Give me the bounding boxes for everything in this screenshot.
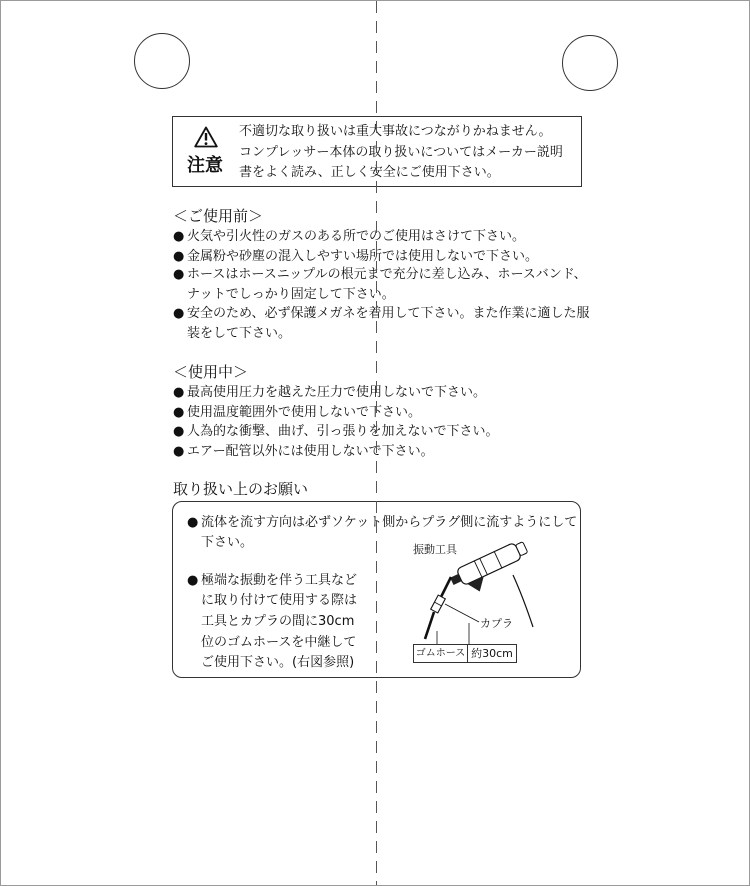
hose-length-table-cell: 約30cm bbox=[471, 647, 513, 660]
list-item-text: 金属粉や砂塵の混入しやすい場所では使用しないで下さい。 bbox=[187, 249, 539, 264]
coupler-leader-line bbox=[445, 604, 479, 622]
during-use-heading: ＜使用中＞ bbox=[173, 363, 249, 381]
tool-body bbox=[448, 539, 534, 600]
list-item-text: 安全のため、必ず保護メガネを着用して下さい。また作業に適した服 bbox=[187, 306, 590, 321]
bullet-icon: ● bbox=[187, 573, 199, 588]
bullet-icon: ● bbox=[173, 385, 185, 400]
list-item bbox=[173, 267, 587, 283]
hose-upper bbox=[441, 577, 451, 597]
bullet-icon: ● bbox=[173, 249, 185, 264]
hang-hole-right bbox=[562, 35, 618, 91]
list-item bbox=[173, 306, 589, 322]
list-item-text: 流体を流す方向は必ずソケット側からプラグ側に流すようにして bbox=[201, 515, 578, 530]
warning-triangle-icon bbox=[194, 126, 218, 148]
list-item-continuation: ご使用下さい。(右図参照) bbox=[201, 655, 355, 670]
list-item-text: 最高使用圧力を越えた圧力で使用しないで下さい。 bbox=[187, 385, 487, 400]
bullet-icon: ● bbox=[173, 444, 185, 459]
bullet-icon: ● bbox=[173, 229, 185, 244]
coupler-label: カプラ bbox=[480, 617, 513, 630]
bullet-icon: ● bbox=[173, 424, 185, 439]
bullet-icon: ● bbox=[173, 267, 185, 282]
handling-heading: 取り扱い上のお願い bbox=[173, 480, 309, 498]
before-use-heading: ＜ご使用前＞ bbox=[173, 207, 264, 225]
list-item bbox=[173, 424, 498, 440]
bullet-icon: ● bbox=[173, 405, 185, 420]
list-item bbox=[187, 573, 357, 589]
hose-lower bbox=[425, 612, 434, 639]
list-item-continuation: ナットでしっかり固定して下さい。 bbox=[187, 287, 395, 302]
vibration-tool-illustration bbox=[401, 531, 551, 644]
list-item-text: エアー配管以外には使用しないで下さい。 bbox=[187, 444, 434, 459]
list-item-text: 火気や引火性のガスのある所でのご使用はさけて下さい。 bbox=[187, 229, 526, 244]
list-item-text: 使用温度範囲外で使用しないで下さい。 bbox=[187, 405, 422, 420]
coupler bbox=[431, 595, 446, 613]
warning-line: 書をよく読み、正しく安全にご使用下さい。 bbox=[239, 165, 500, 180]
list-item-text: ホースはホースニップルの根元まで充分に差し込み、ホースバンド、 bbox=[187, 267, 587, 282]
list-item bbox=[173, 385, 486, 401]
list-item bbox=[173, 444, 434, 460]
hose-length-table-cell: ゴムホース bbox=[414, 645, 468, 662]
tool-label: 振動工具 bbox=[413, 543, 457, 556]
list-item-continuation: 位のゴムホースを中継して bbox=[201, 635, 357, 650]
list-item bbox=[173, 249, 538, 265]
list-item bbox=[173, 405, 421, 421]
hose-length-table bbox=[413, 644, 517, 663]
list-item bbox=[173, 229, 525, 245]
list-item-continuation: 装をして下さい。 bbox=[187, 326, 292, 341]
warning-title: 注意 bbox=[187, 155, 223, 176]
bullet-icon: ● bbox=[173, 306, 185, 321]
hang-hole-left bbox=[134, 33, 190, 89]
tool-cord bbox=[513, 575, 533, 627]
list-item-continuation: 下さい。 bbox=[201, 535, 254, 550]
warning-line: コンプレッサー本体の取り扱いについてはメーカー説明 bbox=[239, 145, 563, 160]
list-item-continuation: に取り付けて使用する際は bbox=[201, 593, 358, 608]
list-item bbox=[187, 515, 577, 531]
list-item-text: 極端な振動を伴う工具など bbox=[201, 573, 358, 588]
list-item-text: 人為的な衝撃、曲げ、引っ張りを加えないで下さい。 bbox=[187, 424, 499, 439]
list-item-continuation: 工具とカプラの間に30cm bbox=[201, 614, 355, 629]
warning-line: 不適切な取り扱いは重大事故につながりかねません。 bbox=[239, 124, 552, 139]
bullet-icon: ● bbox=[187, 515, 199, 530]
